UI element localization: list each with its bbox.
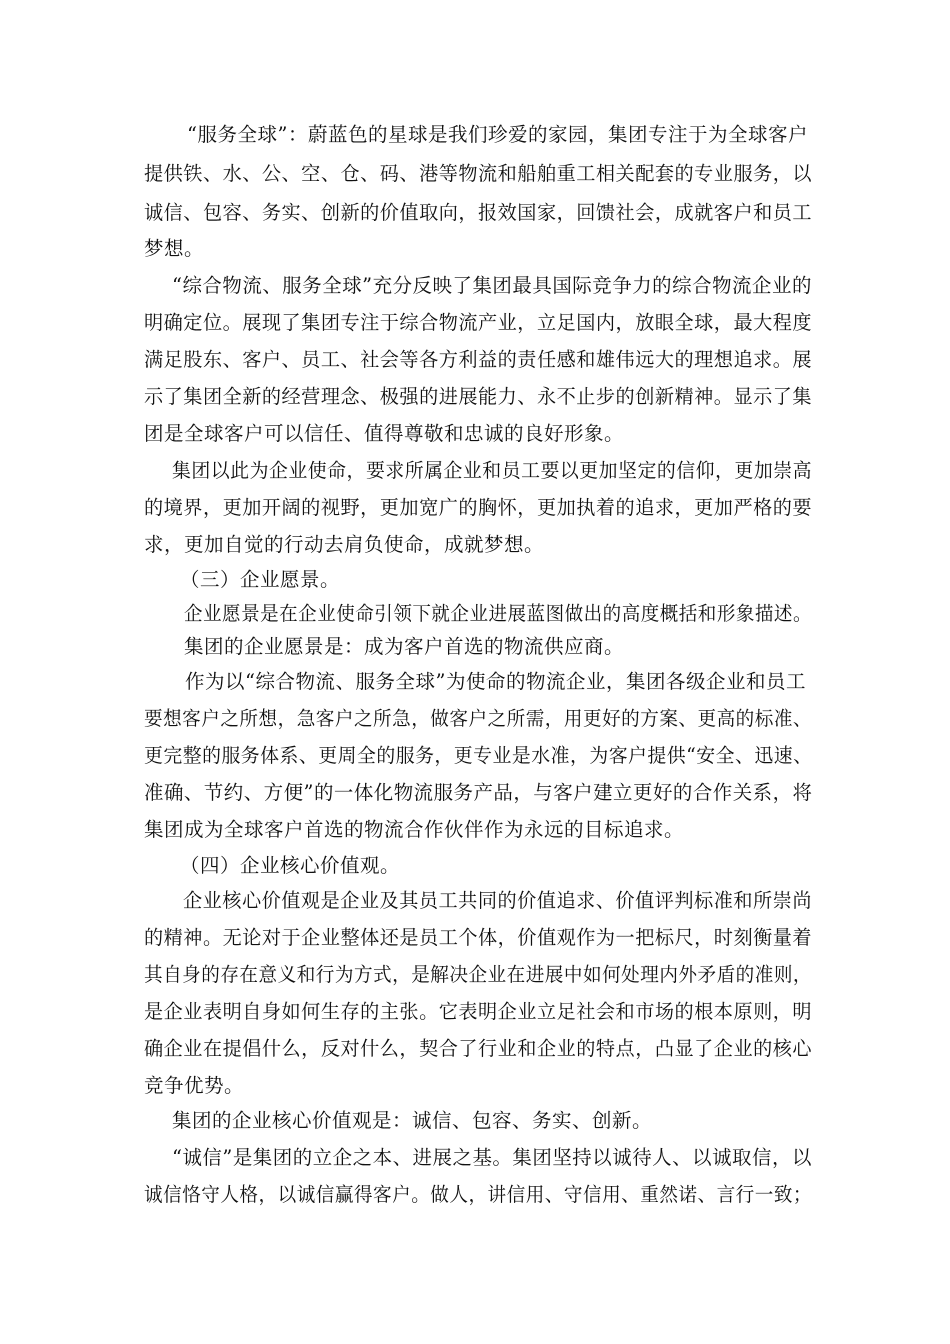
paragraph-6-line-3: 更完整的服务体系、更周全的服务，更专业是水准，为客户提供“安全、迅速、 xyxy=(144,744,813,767)
paragraph-5-line-1: 集团的企业愿景是：成为客户首选的物流供应商。 xyxy=(184,635,625,658)
section-heading-core-values: （四）企业核心价值观。 xyxy=(180,854,401,877)
paragraph-7-line-6: 竞争优势。 xyxy=(144,1074,245,1097)
paragraph-1-line-2: 提供铁、水、公、空、仓、码、港等物流和船舶重工相关配套的专业服务，以 xyxy=(144,162,813,185)
paragraph-3-line-3: 求，更加自觉的行动去肩负使命，成就梦想。 xyxy=(144,533,545,556)
paragraph-1-line-3: 诚信、包容、务实、创新的价值取向，报效国家，回馈社会，成就客户和员工 xyxy=(144,201,813,224)
paragraph-6-line-5: 集团成为全球客户首选的物流合作伙伴作为永远的目标追求。 xyxy=(144,818,685,841)
paragraph-3-line-2: 的境界，更加开阔的视野，更加宽广的胸怀，更加执着的追求，更加严格的要 xyxy=(144,496,813,519)
paragraph-7-line-5: 确企业在提倡什么，反对什么，契合了行业和企业的特点，凸显了企业的核心 xyxy=(144,1037,813,1060)
paragraph-6-line-2: 要想客户之所想，急客户之所急，做客户之所需，用更好的方案、更高的标准、 xyxy=(144,707,813,730)
paragraph-6-line-4: 准确、节约、方便”的一体化物流服务产品，与客户建立更好的合作关系，将 xyxy=(144,781,813,804)
paragraph-1-line-1: “服务全球”：蔚蓝色的星球是我们珍爱的家园，集团专注于为全球客户 xyxy=(187,123,808,146)
paragraph-9-line-2: 诚信恪守人格，以诚信赢得客户。做人，讲信用、守信用、重然诺、言行一致； xyxy=(144,1183,813,1206)
paragraph-3-line-1: 集团以此为企业使命，要求所属企业和员工要以更加坚定的信仰，更加崇高 xyxy=(172,459,813,482)
paragraph-2-line-1: “综合物流、服务全球”充分反映了集团最具国际竞争力的综合物流企业的 xyxy=(172,274,812,297)
paragraph-2-line-2: 明确定位。展现了集团专注于综合物流产业，立足国内，放眼全球，最大程度 xyxy=(144,311,813,334)
paragraph-7-line-2: 的精神。无论对于企业整体还是员工个体，价值观作为一把标尺，时刻衡量着 xyxy=(144,926,813,949)
paragraph-2-line-3: 满足股东、客户、员工、社会等各方利益的责任感和雄伟远大的理想追求。展 xyxy=(144,348,813,371)
paragraph-1-line-4: 梦想。 xyxy=(144,237,205,260)
paragraph-2-line-4: 示了集团全新的经营理念、极强的进展能力、永不止步的创新精神。显示了集 xyxy=(144,385,813,408)
paragraph-8-line-1: 集团的企业核心价值观是：诚信、包容、务实、创新。 xyxy=(172,1109,653,1132)
paragraph-7-line-3: 其自身的存在意义和行为方式，是解决企业在进展中如何处理内外矛盾的准则， xyxy=(144,963,813,986)
section-heading-vision: （三）企业愿景。 xyxy=(180,568,341,591)
paragraph-2-line-5: 团是全球客户可以信任、值得尊敬和忠诚的良好形象。 xyxy=(144,422,625,445)
paragraph-7-line-4: 是企业表明自身如何生存的主张。它表明企业立足社会和市场的根本原则，明 xyxy=(144,1000,813,1023)
paragraph-9-line-1: “诚信”是集团的立企之本、进展之基。集团坚持以诚待人、以诚取信，以 xyxy=(172,1146,812,1169)
paragraph-4-line-1: 企业愿景是在企业使命引领下就企业进展蓝图做出的高度概括和形象描述。 xyxy=(184,602,813,625)
paragraph-6-line-1: 作为以“综合物流、服务全球”为使命的物流企业，集团各级企业和员工 xyxy=(185,670,806,693)
paragraph-7-line-1: 企业核心价值观是企业及其员工共同的价值追求、价值评判标准和所崇尚 xyxy=(183,889,813,912)
